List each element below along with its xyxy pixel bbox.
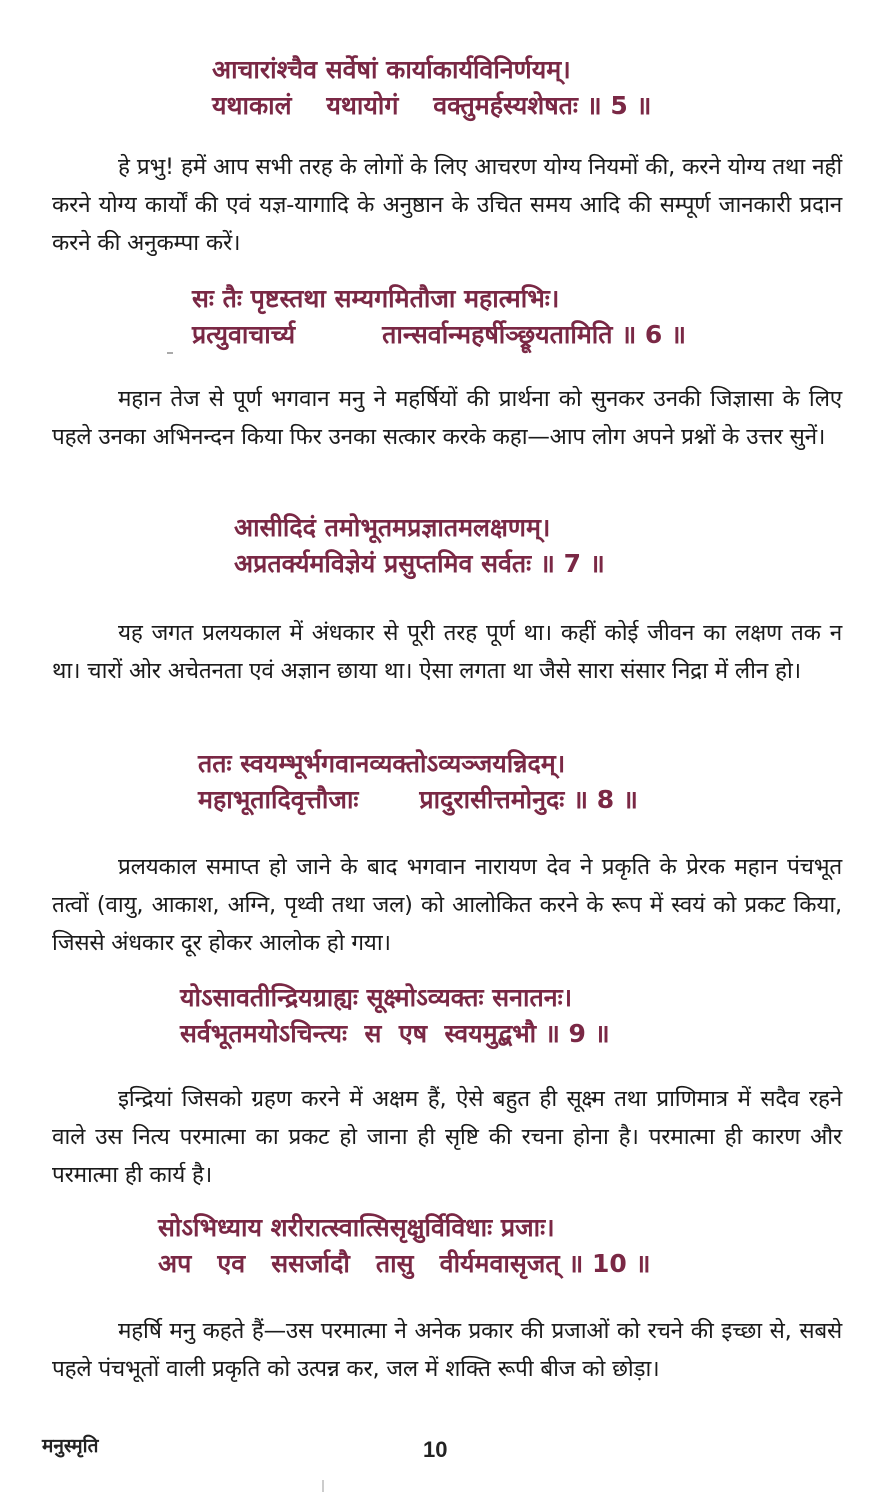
sanskrit-verse-10 — [158, 1210, 650, 1282]
page-number: 10 — [423, 1437, 448, 1462]
translation-paragraph-10: महर्षि मनु कहते हैं—उस परमात्मा ने अनेक प्रकार की प्रजाओं को रचने की इच्छा से, सबसे पहले पंचभूतों वाली प्रकृति को उत्पन्न कर, जल में शक्ति रूपी बीज को छोड़ा। — [52, 1318, 842, 1382]
verse-line-2: सर्वभूतमयोऽचिन्त्यः स एष स्वयमुद्बभौ ॥ 9 ॥ — [180, 1019, 610, 1048]
verse-line-2: अप्रतर्क्यमविज्ञेयं प्रसुप्तमिव सर्वतः ॥ 7 ॥ — [234, 549, 605, 578]
verse-line-1: योऽसावतीन्द्रियग्राह्यः सूक्ष्मोऽव्यक्तः सनातनः। — [180, 983, 573, 1012]
verse-line-1: आचारांश्चैव सर्वेषां कार्याकार्यविनिर्णयम्। — [212, 55, 571, 84]
verse-line-2: अप एव ससर्जादौ तासु वीर्यमवासृजत् ॥ 10 ॥ — [158, 1249, 651, 1278]
translation-paragraph-6: महान तेज से पूर्ण भगवान मनु ने महर्षियों की प्रार्थना को सुनकर उनकी जिज्ञासा के लिए पहले उनका अभिनन्दन किया फिर उनका सत्कार करके कहा—आप लोग अपने प्रश्नों के उत्तर सुनें। — [52, 386, 842, 450]
verse-line-2: यथाकालं यथायोगं वक्तुमर्हस्यशेषतः ॥ 5 ॥ — [212, 91, 652, 120]
verse-line-1: आसीदिदं तमोभूतमप्रज्ञातमलक्षणम्। — [234, 513, 551, 542]
running-footer-book-title: मनुस्मृति — [42, 1435, 99, 1457]
translation-paragraph-8: प्रलयकाल समाप्त हो जाने के बाद भगवान नारायण देव ने प्रकृति के प्रेरक महान पंचभूत तत्वों (वायु, आकाश, अग्नि, पृथ्वी तथा जल) को आलोकित करने के रूप में स्वयं को प्रकट किया, जिससे अंधकार दूर होकर आलोक हो गया। — [52, 854, 842, 956]
verse-line-1: ततः स्वयम्भूर्भगवानव्यक्तोऽव्यञ्जयन्निदम्। — [198, 749, 566, 778]
verse-line-2: प्रत्युवाचार्च्य तान्सर्वान्महर्षीञ्छ्रूयतामिति ॥ 6 ॥ — [192, 320, 686, 349]
translation-paragraph-5: हे प्रभु! हमें आप सभी तरह के लोगों के लिए आचरण योग्य नियमों की, करने योग्य तथा नहीं करने योग्य कार्यों की एवं यज्ञ-यागादि के अनुष्ठान के उचित समय आदि की सम्पूर्ण जानकारी प्रदान करने की अनुकम्पा करें। — [52, 154, 842, 256]
translation-paragraph-9: इन्द्रियां जिसको ग्रहण करने में अक्षम हैं, ऐसे बहुत ही सूक्ष्म तथा प्राणिमात्र में सदैव रहने वाले उस नित्य परमात्मा का प्रकट हो जाना ही सृष्टि की रचना होना है। परमात्मा ही कारण और परमात्मा ही कार्य है। — [52, 1086, 842, 1188]
verse-line-2: महाभूतादिवृत्तौजाः प्रादुरासीत्तमोनुदः ॥ 8 ॥ — [198, 785, 638, 814]
scan-speck — [322, 1480, 324, 1492]
scan-speck — [167, 352, 173, 354]
verse-line-1: सः तैः पृष्टस्तथा सम्यगमितौजा महात्मभिः। — [192, 284, 560, 313]
sanskrit-verse-9 — [180, 980, 610, 1052]
sanskrit-verse-7 — [234, 510, 605, 582]
sanskrit-verse-8 — [198, 746, 638, 818]
sanskrit-verse-6 — [192, 281, 686, 353]
translation-paragraph-7: यह जगत प्रलयकाल में अंधकार से पूरी तरह पूर्ण था। कहीं कोई जीवन का लक्षण तक न था। चारों ओर अचेतनता एवं अज्ञान छाया था। ऐसा लगता था जैसे सारा संसार निद्रा में लीन हो। — [52, 620, 842, 684]
verse-line-1: सोऽभिध्याय शरीरात्स्वात्सिसृक्षुर्विविधाः प्रजाः। — [158, 1213, 555, 1242]
sanskrit-verse-5 — [212, 52, 651, 124]
